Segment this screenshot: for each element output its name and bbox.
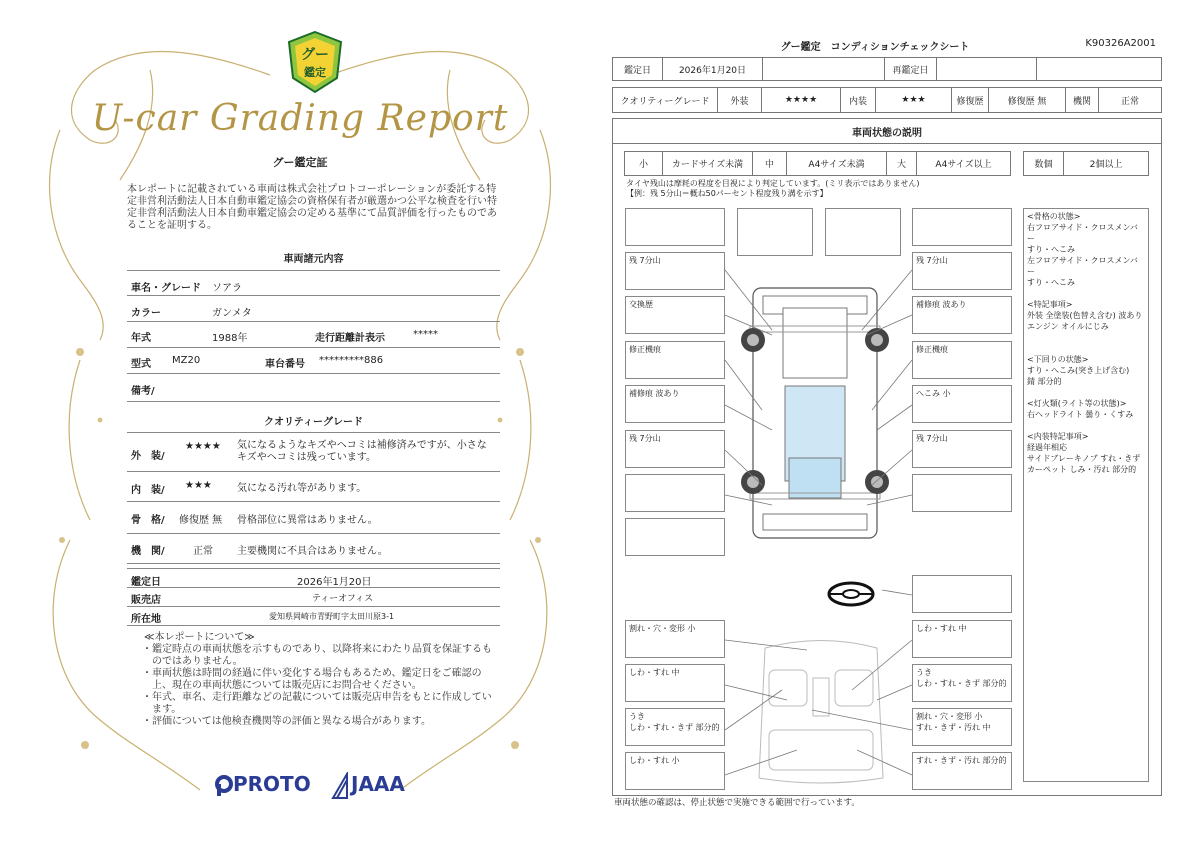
cell: 数個: [1024, 152, 1064, 175]
jaaa-text: JAAA: [351, 772, 405, 796]
tire-note-1: タイヤ残山は摩耗の程度を目視により判定しています。(ミリ表示ではありません): [626, 179, 920, 188]
label: 備考/: [131, 386, 155, 397]
badge-text-1: グー: [301, 47, 329, 63]
box: しわ・すれ 小: [625, 752, 725, 790]
cell: 修復歴: [952, 88, 989, 112]
info-row: [127, 588, 500, 607]
label: 内 装/: [131, 485, 165, 496]
value: MZ20: [172, 355, 201, 366]
box: 割れ・穴・変形 小: [625, 620, 725, 658]
quality-section-title: クオリティーグレード: [264, 417, 363, 428]
note-item: ・評価については他検査機関等の評価と異なる場合があります。: [142, 716, 431, 727]
grade-row: [612, 87, 1162, 113]
label: 外 装/: [131, 451, 165, 462]
grade: 正常: [193, 546, 213, 557]
cell: [937, 58, 1037, 80]
box: 残 7分山: [625, 430, 725, 468]
jaaa-mark-icon: [331, 772, 349, 800]
comment: 気になる汚れ等があります。: [237, 483, 367, 494]
label: カラー: [131, 308, 161, 319]
cell: 2026年1月20日: [663, 58, 763, 80]
intro-text: 本レポートに記載されている車両は株式会社プロトコーポレーションが委託する特定非営利活動法人日本自動車鑑定協会の資格保有者が厳選かつ公平な検査を行い特定非営利活動法人日本自動車鑑定協会の定める基準にて品質評価を行ったものであることを証明する。: [127, 184, 497, 231]
report-notes: [140, 632, 495, 728]
comment: 骨格部位に異常はありません。: [237, 515, 378, 526]
cell: 鑑定日: [613, 58, 663, 80]
value: ティーオフィス: [312, 594, 374, 604]
certificate-title: グー鑑定証: [272, 156, 328, 169]
cell: 2個以上: [1089, 160, 1123, 170]
label: 所在地: [131, 614, 161, 625]
box: うき しわ・すれ・きず 部分的: [625, 708, 725, 746]
spec-section-title: 車両諸元内容: [283, 254, 344, 265]
chassis-label: 車台番号: [265, 359, 305, 370]
box: 補修痕 波あり: [625, 385, 725, 423]
cell: クオリティーグレード: [613, 88, 718, 112]
connector-lines: [612, 200, 1032, 800]
comment: 気になるようなキズやヘコミは補修済みですが、小さなキズやヘコミは残っています。: [237, 440, 487, 463]
proto-logo: [215, 772, 315, 797]
label: 車名・グレード: [131, 283, 201, 294]
box: 残 7分山: [912, 430, 1012, 468]
info-row: [127, 607, 500, 626]
value: 2026年1月20日: [297, 577, 372, 588]
odo-value: *****: [413, 329, 438, 340]
spec-row-year: [127, 322, 500, 348]
badge-text-2: 鑑定: [304, 66, 326, 79]
cell: ★★★: [876, 88, 952, 112]
chassis-value: *********886: [319, 355, 384, 366]
label: 型式: [131, 359, 151, 370]
label: 販売店: [131, 595, 161, 606]
cell: 大: [887, 152, 917, 175]
value: 愛知県岡崎市青野町字太田川原3-1: [269, 612, 395, 621]
box: へこみ 小: [912, 385, 1012, 423]
cell: 正常: [1120, 96, 1139, 107]
notes-title: ≪本レポートについて≫: [144, 632, 255, 643]
grade: 修復歴 無: [179, 515, 223, 526]
label: 骨 格/: [131, 515, 165, 526]
value: ガンメタ: [212, 308, 252, 319]
cell: 中: [753, 152, 787, 175]
label: 年式: [131, 333, 151, 344]
box: 残 7分山: [912, 252, 1012, 290]
quality-row: [127, 502, 500, 534]
count-legend: [1023, 151, 1149, 176]
box: 修正機痕: [912, 341, 1012, 379]
cell: ★★★★: [762, 88, 841, 112]
sheet-code: K90326A2001: [1085, 38, 1156, 49]
spec-row-model: [127, 348, 500, 374]
size-legend: [624, 151, 1011, 176]
box: 補修痕 波あり: [912, 296, 1012, 334]
spec-row-name: [127, 270, 500, 296]
side-notes: <骨格の状態> 右フロアサイド・クロスメンバー すり・へこみ 左フロアサイド・クロスメンバー すり・へこみ <特記事項> 外装 全塗装(色替え含む) 波あり エンジン オイルにじみ <下回りの状態> すり・へこみ(突き上げ含む) 錆 部分的 <灯火類(ライト等の状態)> 右ヘッドライト 曇り・くすみ <内装特記事項> 経過年相応 サイドブレーキノブ すれ・きず カーペット しみ・汚れ 部分的: [1023, 208, 1149, 782]
cell: A4サイズ未満: [787, 152, 887, 175]
box: 割れ・穴・変形 小 すれ・きず・汚れ 中: [912, 708, 1012, 746]
panel-title: 車両状態の説明: [613, 119, 1161, 144]
footer-note: 車両状態の確認は、停止状態で実施できる範囲で行っています。: [614, 798, 860, 808]
proto-mark-icon: [215, 775, 233, 797]
box: しわ・すれ 中: [625, 664, 725, 702]
box: うき しわ・すれ・きず 部分的: [912, 664, 1012, 702]
grade: ★★★★: [185, 441, 221, 452]
spec-row-color: [127, 296, 500, 322]
cell: 内装: [841, 88, 876, 112]
quality-row: [127, 534, 500, 564]
label: 機 関/: [131, 546, 165, 557]
sheet-title: グー鑑定 コンディションチェックシート: [780, 42, 970, 53]
cell: 小: [625, 152, 663, 175]
info-row: [127, 568, 500, 588]
tire-note-2: 【例：残 5分山＝概ね50パーセント程度残り溝を示す】: [626, 189, 828, 198]
proto-text: PROTO: [233, 772, 311, 796]
quality-row: [127, 432, 500, 472]
box: 修正機痕: [625, 341, 725, 379]
odo-label: 走行距離計表示: [315, 333, 385, 344]
note-item: ・車両状態は時間の経過に伴い変化する場合もあるため、鑑定日をご確認の上、現在の車両状態については販売店にお問合せください。: [142, 668, 482, 691]
cell: [763, 58, 885, 80]
date-row: [612, 57, 1162, 81]
cell: 外装: [718, 88, 762, 112]
note-item: ・鑑定時点の車両状態を示すものであり、以降将来にわたり品質を保証するものではありません。: [142, 644, 492, 667]
quality-row: [127, 472, 500, 502]
cell: 機関: [1066, 88, 1099, 112]
report-title: U-car Grading Report: [91, 98, 509, 139]
cell: [1037, 58, 1161, 80]
cell: 修復歴 無: [989, 88, 1066, 112]
value: ソアラ: [212, 283, 242, 294]
note-item: ・年式、車名、走行距離などの記載については販売店申告をもとに作成しています。: [142, 692, 492, 715]
cell: カードサイズ未満: [663, 152, 753, 175]
label: 鑑定日: [131, 577, 161, 588]
box: すれ・きず・汚れ 部分的: [912, 752, 1012, 790]
comment: 主要機関に不具合はありません。: [237, 546, 388, 557]
box: 残 7分山: [625, 252, 725, 290]
cell: A4サイズ以上: [935, 160, 992, 170]
grade: ★★★: [185, 480, 212, 491]
cell: 再鑑定日: [885, 58, 937, 80]
spec-row-note: [127, 374, 500, 402]
box: しわ・すれ 中: [912, 620, 1012, 658]
box: 交換歴: [625, 296, 725, 334]
value: 1988年: [212, 333, 248, 344]
